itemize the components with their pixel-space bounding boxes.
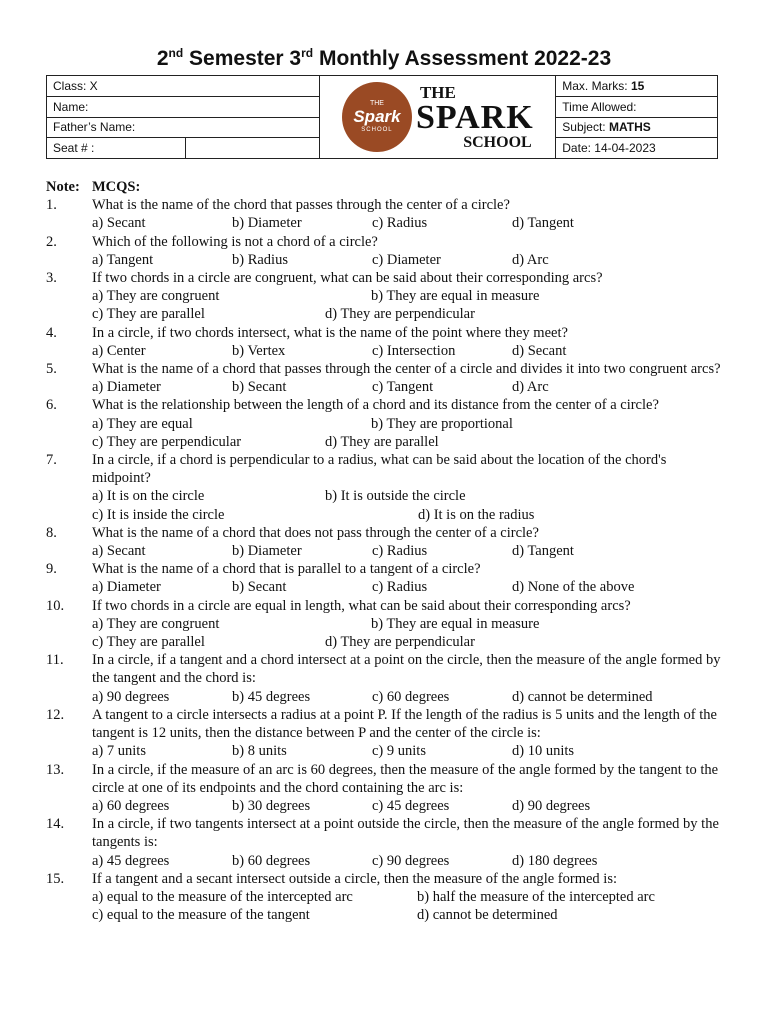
question-number: 10. [46, 597, 65, 614]
page-title: 2nd Semester 3rd Monthly Assessment 2022-23 [156, 46, 612, 70]
option-b: b) Diameter [232, 215, 302, 232]
question-14 [46, 815, 726, 851]
date: Date: 14-04-2023 [556, 138, 718, 159]
option-c: c) 90 degrees [372, 852, 450, 869]
question-2 [46, 233, 726, 251]
question-text: If two chords in a circle are equal in length, what can be said about their corresponding arcs? [92, 597, 631, 614]
option-b: b) Secant [232, 579, 287, 596]
question-text: What is the name of a chord that is parallel to a tangent of a circle? [92, 561, 481, 578]
question-number: 8. [46, 524, 57, 541]
option-d: d) 10 units [512, 743, 575, 760]
question-10 [46, 597, 726, 615]
question-number: 15. [46, 870, 65, 887]
options [92, 888, 726, 906]
question-5 [46, 360, 726, 378]
logo-badge: THE Spark SCHOOL [342, 82, 412, 152]
option-b: b) They are proportional [371, 415, 513, 432]
options [92, 542, 726, 560]
question-number: 11. [46, 652, 64, 669]
question-number: 4. [46, 324, 57, 341]
question-8 [46, 524, 726, 542]
note: Note: MCQS: [46, 179, 141, 195]
options [92, 506, 726, 524]
option-a: a) 7 units [92, 743, 146, 760]
class-field: Class: X [47, 76, 320, 97]
option-b: b) 30 degrees [232, 797, 311, 814]
option-b: b) They are equal in measure [371, 615, 540, 632]
question-number: 9. [46, 561, 57, 578]
option-d: d) Secant [512, 342, 567, 359]
options [92, 852, 726, 870]
option-d: d) cannot be determined [512, 688, 653, 705]
options [92, 433, 726, 451]
options [92, 742, 726, 760]
question-11 [46, 651, 726, 687]
option-a: a) Secant [92, 215, 146, 232]
questions [46, 178, 726, 924]
question-text: In a circle, if a tangent and a chord intersect at a point on the circle, then the measure of the angle formed by the tangent and the chord is: [92, 652, 721, 687]
option-c: c) They are parallel [92, 634, 205, 651]
question-text: If a tangent and a secant intersect outside a circle, then the measure of the angle formed is: [92, 870, 618, 887]
question-text: What is the name of a chord that passes through the center of a circle and divides it into two congruent arcs? [92, 361, 721, 378]
options [92, 797, 726, 815]
option-d: d) None of the above [512, 579, 635, 596]
option-b: b) Diameter [232, 543, 302, 560]
option-a: a) It is on the circle [92, 488, 205, 505]
name-field: Name: [47, 96, 320, 117]
option-c: c) Diameter [372, 251, 441, 268]
question-number: 5. [46, 361, 57, 378]
option-d: d) cannot be determined [417, 907, 558, 924]
question-text: A tangent to a circle intersects a radius at a point P. If the length of the radius is 5 units and the length of the tangent is 12 units, then the distance between P and the center of the circle is: [92, 706, 717, 742]
question-text: What is the relationship between the length of a chord and its distance from the center of a circle? [92, 397, 659, 414]
option-c: c) Intersection [372, 342, 456, 359]
option-c: c) They are parallel [92, 306, 205, 323]
subject: Subject: MATHS [556, 117, 718, 138]
options [92, 415, 726, 433]
option-d: d) They are perpendicular [325, 634, 475, 651]
question-text: What is the name of the chord that passes through the center of a circle? [92, 197, 510, 214]
question-3 [46, 269, 726, 287]
option-c: c) It is inside the circle [92, 506, 225, 523]
seat-value [185, 138, 320, 159]
option-b: b) They are equal in measure [371, 288, 540, 305]
max-marks: Max. Marks: 15 [556, 76, 718, 97]
options [92, 633, 726, 651]
time-allowed: Time Allowed: [556, 96, 718, 117]
question-6 [46, 396, 726, 414]
option-d: d) Tangent [512, 543, 574, 560]
question-9 [46, 560, 726, 578]
option-b: b) half the measure of the intercepted arc [417, 888, 655, 905]
option-b: b) 45 degrees [232, 688, 311, 705]
question-number: 1. [46, 197, 57, 214]
options [92, 487, 726, 505]
question-13 [46, 761, 726, 797]
question-1 [46, 196, 726, 214]
options [92, 287, 726, 305]
option-b: b) 60 degrees [232, 852, 311, 869]
question-15 [46, 870, 726, 888]
option-a: a) Tangent [92, 251, 154, 268]
option-c: c) 45 degrees [372, 797, 450, 814]
option-b: b) 8 units [232, 743, 287, 760]
option-a: a) They are congruent [92, 288, 220, 305]
question-number: 7. [46, 452, 57, 469]
option-a: a) Diameter [92, 579, 161, 596]
logo-wordmark: THE SPARK SCHOOL [415, 82, 534, 151]
question-number: 6. [46, 397, 57, 414]
option-d: d) Arc [512, 379, 549, 396]
question-number: 3. [46, 270, 57, 287]
option-a: a) 45 degrees [92, 852, 170, 869]
options [92, 342, 726, 360]
option-b: b) Radius [232, 251, 288, 268]
option-c: c) 60 degrees [372, 688, 450, 705]
option-c: c) 9 units [372, 743, 426, 760]
option-c: c) Tangent [372, 379, 434, 396]
options [92, 305, 726, 323]
option-b: b) Secant [232, 379, 287, 396]
option-d: d) 180 degrees [512, 852, 598, 869]
father-name-field: Father’s Name: [47, 117, 320, 138]
options [92, 214, 726, 232]
option-b: b) It is outside the circle [325, 488, 466, 505]
question-number: 14. [46, 816, 65, 833]
option-d: d) They are perpendicular [325, 306, 475, 323]
option-c: c) Radius [372, 579, 428, 596]
option-d: d) Arc [512, 251, 549, 268]
option-a: a) They are equal [92, 415, 193, 432]
option-d: d) They are parallel [325, 433, 439, 450]
question-number: 2. [46, 233, 57, 250]
option-c: c) They are perpendicular [92, 433, 242, 450]
school-logo [320, 76, 556, 159]
question-12 [46, 706, 726, 742]
question-7 [46, 451, 726, 487]
option-d: d) Tangent [512, 215, 574, 232]
question-text: In a circle, if the measure of an arc is 60 degrees, then the measure of the angle formed by the tangent to the circle at one of its endpoints and the chord containing the arc is: [92, 761, 719, 796]
option-a: a) 90 degrees [92, 688, 170, 705]
option-c: c) Radius [372, 215, 428, 232]
question-number: 13. [46, 761, 65, 778]
option-c: c) Radius [372, 543, 428, 560]
options [92, 688, 726, 706]
option-a: a) equal to the measure of the intercepted arc [92, 888, 353, 905]
option-a: a) They are congruent [92, 615, 220, 632]
question-number: 12. [46, 706, 65, 723]
option-a: a) Center [92, 342, 146, 359]
option-a: a) 60 degrees [92, 797, 170, 814]
question-text: If two chords in a circle are congruent, what can be said about their corresponding arcs? [92, 270, 603, 287]
options [92, 378, 726, 396]
options [92, 251, 726, 269]
option-c: c) equal to the measure of the tangent [92, 907, 310, 924]
seat-field: Seat # : [47, 138, 186, 159]
question-text: In a circle, if a chord is perpendicular to a radius, what can be said about the location of the chord's midpoint? [92, 452, 667, 487]
header-table [46, 75, 718, 159]
option-b: b) Vertex [232, 342, 286, 359]
options [92, 906, 726, 924]
option-d: d) 90 degrees [512, 797, 591, 814]
question-text: In a circle, if two tangents intersect at a point outside the circle, then the measure of the angle formed by the tangents is: [92, 816, 719, 851]
question-4 [46, 324, 726, 342]
options [92, 615, 726, 633]
option-d: d) It is on the radius [418, 506, 535, 523]
option-a: a) Diameter [92, 379, 161, 396]
options [92, 578, 726, 596]
question-text: Which of the following is not a chord of a circle? [92, 233, 378, 250]
question-text: What is the name of a chord that does not pass through the center of a circle? [92, 524, 539, 541]
question-text: In a circle, if two chords intersect, what is the name of the point where they meet? [92, 324, 568, 341]
option-a: a) Secant [92, 543, 146, 560]
